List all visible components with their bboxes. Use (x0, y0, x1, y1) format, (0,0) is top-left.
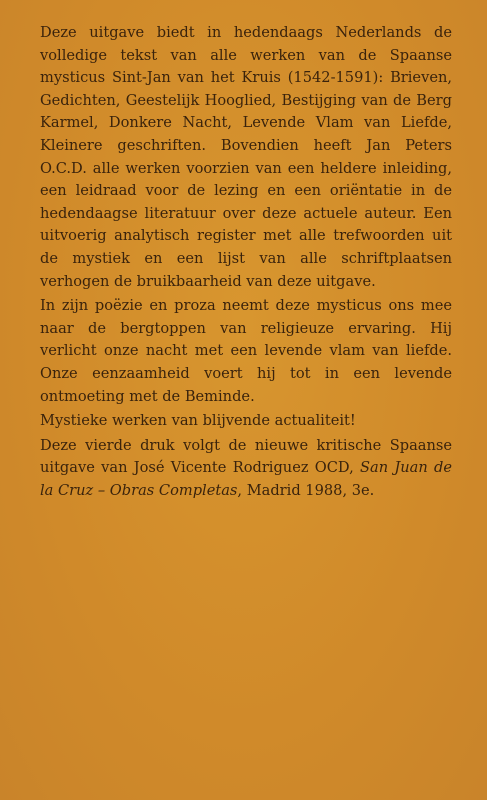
edition-note-start: Deze vierde druk volgt de nieuwe kritische Spaanse uitgave van José Vicente Rodriguez OCD, (40, 436, 452, 477)
tagline-paragraph: Mystieke werken van blijvende actualiteit! (40, 412, 356, 430)
description-paragraph: Deze uitgave biedt in hedendaags Nederlands de volledige tekst van alle werken van de Spaanse mysticus Sint-Jan van het Kruis (1542-1591): Brieven, Gedichten, Geestelijk Hooglied, Bestijging van de Berg Karmel, Donkere Nacht, Levende Vlam van Liefde, Kleinere geschriften. Bovendien heeft Jan Peters O.C.D. alle werken voorzien van een heldere inleiding, een leidraad voor de lezing en een oriëntatie in de hedendaagse literatuur over deze actuele auteur. Een uitvoerig analytisch register met alle trefwoorden uit de mystiek en een lijst van alle schriftplaatsen verhogen de bruikbaarheid van deze uitgave. (40, 24, 452, 290)
edition-note-paragraph (40, 435, 452, 503)
edition-note-end: , Madrid 1988, 3e. (237, 481, 375, 499)
blurb-text (40, 22, 452, 502)
source-book-title: San Juan de la Cruz – Obras Completas (40, 459, 452, 499)
praise-paragraph: In zijn poëzie en proza neemt deze mysticus ons mee naar de bergtoppen van religieuze ervaring. Hij verlicht onze nacht met een levende vlam van liefde. Onze eenzaamheid voert hij tot in een levende ontmoeting met de Beminde. (40, 297, 452, 405)
